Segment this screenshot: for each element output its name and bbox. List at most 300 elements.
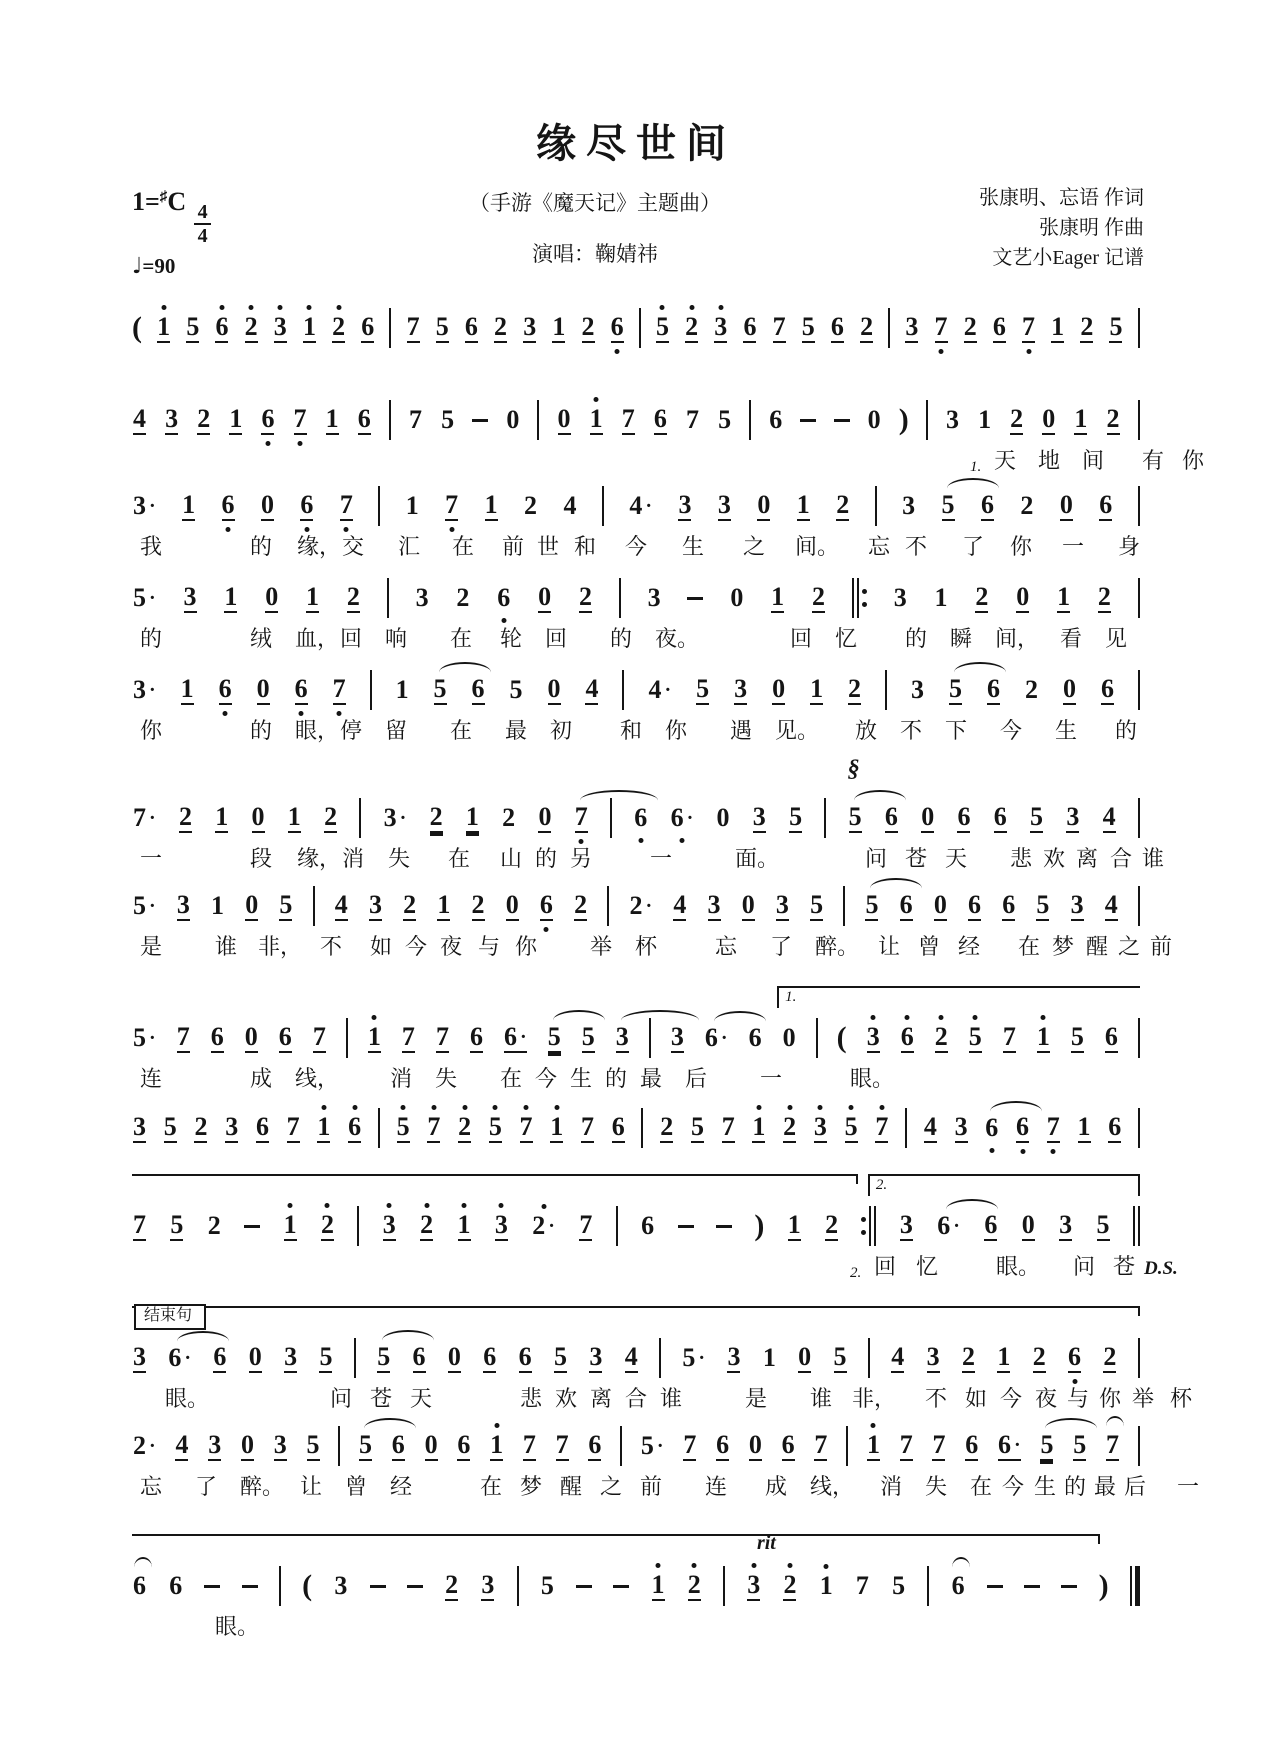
note [983, 1200, 998, 1253]
note-glyph [984, 1209, 998, 1241]
note-digit: 2 [1097, 581, 1111, 611]
note [244, 1012, 259, 1065]
meta-row [0, 169, 1272, 279]
lyric-syllable: 成 [250, 1066, 273, 1091]
note-digit: 2 [207, 1210, 221, 1240]
note-digit: 0 [244, 1021, 258, 1051]
barline [537, 400, 539, 440]
note [581, 1012, 596, 1065]
note-glyph [540, 1570, 554, 1600]
octave-dot-high [352, 1105, 357, 1110]
lyric-syllable: 你 [1182, 448, 1205, 473]
barline [885, 670, 887, 710]
note-glyph [183, 581, 197, 613]
note-digit: 5 [892, 1570, 906, 1600]
note [156, 302, 171, 355]
note-digit: 6 [497, 582, 511, 612]
page-title: 缘尽世间 [536, 122, 736, 166]
note [771, 664, 786, 717]
note [367, 1012, 382, 1065]
lyric-syllable: 放 [855, 718, 878, 743]
lyric-syllable: 今 [1000, 718, 1023, 743]
section-line [132, 1534, 1100, 1544]
note-digit: 6 [215, 311, 229, 341]
note [866, 1012, 881, 1065]
note-glyph [484, 489, 498, 521]
note-digit: 3 [926, 1341, 940, 1371]
note [847, 664, 862, 717]
lyrics-row [132, 718, 1140, 748]
note-digit: 5 [306, 1429, 320, 1459]
note [1073, 394, 1088, 447]
note [756, 480, 771, 533]
augmentation-dot: · [720, 1026, 728, 1049]
note-glyph [319, 1341, 333, 1373]
lyric-syllable: 生 [1055, 718, 1078, 743]
note-glyph [348, 1111, 362, 1143]
system-row [132, 1532, 1140, 1644]
note-glyph [1097, 581, 1111, 613]
note-digit: 5 [441, 404, 455, 434]
note-glyph [1070, 1021, 1084, 1053]
note-glyph [245, 889, 259, 921]
note-digit: 3 [273, 1429, 287, 1459]
lyric-syllable: 眼， [295, 718, 340, 743]
note-digit: 0 [798, 1341, 812, 1371]
lyric-syllable: 初 [550, 718, 573, 743]
note-digit: 2 [403, 889, 417, 919]
barline [1138, 886, 1140, 926]
barline [649, 1018, 651, 1058]
octave-dot-low [939, 349, 944, 354]
note-glyph [1024, 674, 1038, 704]
barline [1133, 1206, 1135, 1246]
note-digit: 6 [539, 889, 553, 919]
note [132, 1200, 147, 1253]
note-glyph [772, 673, 786, 705]
note-digit: 7 [932, 1429, 946, 1459]
barline [517, 1566, 519, 1606]
note-digit: 0 [782, 1022, 796, 1052]
lyric-syllable: 前 [1150, 934, 1173, 959]
note-glyph [957, 801, 971, 833]
lyric-syllable: 忘 [140, 1474, 163, 1499]
note [333, 1561, 348, 1612]
octave-dot-high [905, 1015, 910, 1020]
note-digit: 6 [1068, 1341, 1082, 1371]
note-glyph [634, 802, 648, 832]
note-glyph [524, 490, 538, 520]
note-digit: 0 [1059, 489, 1073, 519]
note-digit: 6 [348, 1111, 362, 1141]
duration-dash [800, 419, 816, 422]
note-glyph [361, 311, 375, 343]
note-glyph [346, 581, 360, 613]
lyric-syllable: 举 [1132, 1386, 1155, 1411]
barline [927, 1566, 929, 1606]
note [1067, 1332, 1082, 1385]
note [429, 792, 444, 845]
lyric-syllable: 眼。 [165, 1386, 210, 1411]
note-digit: 6 [743, 311, 757, 341]
lyric-syllable: 的 [535, 846, 558, 871]
note [395, 665, 410, 716]
note [677, 480, 692, 533]
note [768, 395, 783, 446]
note-glyph [683, 1429, 697, 1461]
lyrics-row [132, 1254, 1178, 1284]
note [376, 1332, 391, 1385]
notes-row [132, 1558, 1140, 1614]
note-glyph [814, 1429, 828, 1461]
note-digit: 4 [1102, 801, 1116, 831]
barline [843, 886, 845, 926]
note [910, 665, 925, 716]
note-digit: 0 [251, 801, 265, 831]
lyric-syllable: 眼。 [850, 1066, 895, 1091]
note [464, 302, 479, 355]
note-digit: 3 [678, 489, 692, 519]
note [273, 302, 288, 355]
note-digit: 1 [651, 1569, 665, 1599]
note [553, 1332, 568, 1385]
note [360, 302, 375, 355]
lyric-syllable: 间， [995, 626, 1040, 651]
note [848, 792, 863, 845]
barline [1138, 308, 1140, 348]
system-row [132, 300, 1140, 386]
note-glyph [497, 582, 511, 612]
note-glyph [215, 801, 229, 833]
barline [616, 1206, 618, 1246]
octave-dot-low [337, 711, 342, 716]
note [813, 1420, 828, 1473]
note [1070, 880, 1085, 933]
barline [1138, 578, 1140, 618]
note-digit: 5 [655, 311, 669, 341]
note-glyph [717, 489, 731, 521]
lyric-syllable: 失 [388, 846, 411, 871]
note-glyph [279, 889, 293, 921]
note-digit: 5 [133, 582, 146, 612]
octave-dot-high [278, 305, 283, 310]
note-digit: 5 [789, 801, 803, 831]
note-digit: 3 [176, 889, 190, 919]
note [405, 481, 420, 532]
barline [357, 1206, 359, 1246]
note-digit: 7 [1022, 311, 1035, 341]
note-glyph [502, 802, 516, 832]
note-glyph [1102, 801, 1116, 833]
octave-dot-high [541, 1204, 546, 1209]
barline [346, 1018, 348, 1058]
note [251, 792, 266, 845]
duration-dash [987, 1585, 1003, 1588]
note [221, 480, 236, 533]
octave-dot-high [939, 1015, 944, 1020]
note [505, 395, 520, 446]
note-glyph [306, 581, 320, 613]
note-digit: 6 [221, 489, 235, 519]
note-glyph [980, 489, 994, 521]
note-digit: 6 [653, 403, 667, 433]
note-glyph [648, 674, 672, 704]
note-digit: 6 [670, 802, 684, 832]
lyric-syllable: 前 [502, 534, 525, 559]
note [1100, 664, 1115, 717]
note-glyph [240, 1429, 254, 1461]
octave-dot-high [594, 397, 599, 402]
lyric-syllable: 如 [965, 1386, 988, 1411]
lyric-syllable: 谁 [215, 934, 238, 959]
note-digit: 5 [1109, 311, 1123, 341]
note-glyph [860, 311, 874, 343]
note-glyph [682, 1342, 706, 1372]
barline [346, 1018, 348, 1058]
lyric-syllable: 之 [1118, 934, 1141, 959]
note-digit: 0 [1042, 403, 1056, 433]
note-glyph [396, 1111, 410, 1143]
note [670, 1012, 685, 1065]
note-glyph [743, 311, 757, 343]
note [1062, 664, 1077, 717]
note-digit: 7 [574, 801, 588, 831]
note-digit: 5 [640, 1430, 654, 1460]
note-digit: 4 [563, 490, 577, 520]
note-digit: 5 [170, 1209, 184, 1239]
barline [610, 798, 612, 838]
note-glyph [945, 404, 959, 434]
note-glyph [899, 889, 913, 921]
note-glyph [255, 1111, 269, 1143]
lyric-syllable: 瞬 [950, 626, 973, 651]
note [382, 1200, 397, 1253]
note-digit: 6 [133, 1570, 146, 1600]
note [633, 793, 648, 844]
barline [1138, 1018, 1140, 1058]
lyric-syllable: 欢 [555, 1386, 578, 1411]
volta-bracket [868, 1174, 1140, 1196]
slur-arc [870, 878, 922, 891]
note-digit: 0 [240, 1429, 254, 1459]
note-digit: 1 [302, 311, 316, 341]
lyric-syllable: 的 [1115, 718, 1138, 743]
note-digit: 6 [457, 1429, 471, 1459]
note-digit: 1 [1057, 581, 1071, 611]
note-glyph [334, 889, 348, 921]
note [168, 1561, 183, 1612]
barline [641, 1108, 643, 1148]
note-digit: 4 [133, 403, 146, 433]
lyric-syllable: 了 [770, 934, 793, 959]
note-digit: 6 [294, 673, 308, 703]
note [214, 302, 229, 355]
note-glyph [261, 403, 275, 435]
note-digit: 0 [748, 1429, 762, 1459]
barline [723, 1566, 725, 1606]
note [934, 302, 949, 355]
note-glyph [752, 801, 766, 833]
note [715, 1420, 730, 1473]
note-glyph [391, 1429, 405, 1461]
note [628, 881, 653, 932]
octave-dot-high [692, 1563, 697, 1568]
note-digit: 7 [408, 404, 422, 434]
barline [517, 1566, 519, 1606]
augmentation-dot: · [656, 1434, 664, 1457]
lyric-syllable: 身 [1118, 534, 1141, 559]
lyric-syllable: 你 [1010, 534, 1033, 559]
note [968, 1012, 983, 1065]
note-glyph [589, 1341, 603, 1373]
note [900, 1012, 915, 1065]
note [997, 1420, 1022, 1473]
lyric-syllable: 夜 [1035, 1386, 1058, 1411]
note [874, 1102, 889, 1155]
note [278, 1012, 293, 1065]
note-glyph [538, 801, 552, 833]
note-glyph [367, 1021, 381, 1053]
note-glyph [1068, 1341, 1082, 1373]
barline [619, 578, 621, 618]
barline [888, 308, 890, 348]
note-digit: 1 [484, 489, 498, 519]
note-glyph [985, 1112, 999, 1142]
note [484, 480, 499, 533]
note-glyph [660, 1111, 674, 1143]
lyric-syllable: 梦 [1052, 934, 1075, 959]
lyric-syllable: 地 [1038, 448, 1061, 473]
note [824, 1200, 839, 1253]
note-glyph [287, 801, 301, 833]
note [316, 1102, 331, 1155]
note-glyph [284, 1341, 298, 1373]
note [770, 572, 785, 625]
note [457, 1102, 472, 1155]
note-glyph [621, 403, 635, 435]
note-digit: 2 [783, 1569, 797, 1599]
lyric-syllable: 曾 [345, 1474, 368, 1499]
note-glyph [1051, 311, 1065, 343]
note [287, 792, 302, 845]
note-digit: 6 [471, 673, 485, 703]
note [240, 1420, 255, 1473]
score-mark [857, 578, 859, 618]
barline [1138, 1108, 1140, 1148]
note-glyph [978, 404, 992, 434]
octave-dot-low [226, 527, 231, 532]
note [1070, 1012, 1085, 1065]
note-glyph [892, 1570, 906, 1600]
note [169, 1200, 184, 1253]
note-digit: 1 [752, 1111, 766, 1141]
octave-dot-high [824, 1564, 829, 1569]
note-glyph [1057, 581, 1071, 613]
lyric-syllable: 后 [685, 1066, 708, 1091]
barline [1138, 670, 1140, 710]
note [588, 1332, 603, 1385]
note-glyph [244, 311, 258, 343]
note-digit: 4 [1104, 889, 1118, 919]
note-digit: 6 [884, 801, 898, 831]
barline [905, 1108, 907, 1148]
lyric-syllable: 离 [1076, 846, 1099, 871]
barline [1138, 486, 1140, 526]
barline [843, 886, 845, 926]
note [325, 394, 340, 447]
lyric-syllable: 一 [1062, 534, 1085, 559]
note-glyph [579, 1209, 593, 1241]
note-glyph [481, 1569, 495, 1601]
note [1102, 1332, 1117, 1385]
note-digit: 3 [273, 311, 287, 341]
octave-dot-low [344, 527, 349, 532]
note-glyph [748, 1022, 762, 1052]
barline [620, 1426, 622, 1466]
barline [639, 308, 641, 348]
note-glyph [810, 889, 824, 921]
note [444, 1560, 459, 1613]
lyric-syllable: 的 [905, 626, 928, 651]
note-glyph [194, 1111, 208, 1143]
barline [926, 400, 928, 440]
duration-dash [716, 1225, 732, 1228]
note-glyph [522, 1429, 536, 1461]
note-glyph [727, 1341, 741, 1373]
note-glyph [589, 403, 603, 435]
note-digit: 0 [506, 404, 520, 434]
octave-dot-low [304, 527, 309, 532]
octave-dot-low [1020, 1149, 1025, 1154]
octave-dot-high [660, 305, 665, 310]
note-digit: 0 [921, 801, 935, 831]
lyric-syllable: 不 [900, 718, 923, 743]
note-digit: 1 [405, 490, 419, 520]
notes-row [132, 1330, 1140, 1386]
lyric-syllable: 间 [1082, 448, 1105, 473]
note [797, 1332, 812, 1385]
note [557, 394, 572, 447]
note-glyph [180, 673, 194, 705]
note-glyph [951, 1570, 965, 1600]
score-mark [869, 1206, 871, 1246]
note-glyph [1077, 1111, 1091, 1143]
note [494, 1200, 509, 1253]
note-glyph [629, 490, 653, 520]
note-glyph [1100, 673, 1114, 705]
note [406, 302, 421, 355]
note [980, 480, 995, 533]
barline [926, 400, 928, 440]
score-mark [862, 589, 867, 594]
note-digit: 5 [319, 1341, 333, 1371]
note-glyph [690, 1111, 704, 1143]
note-glyph [229, 403, 243, 435]
note-glyph [848, 801, 862, 833]
lyric-syllable: 在 [450, 718, 473, 743]
octave-dot-high [462, 1203, 467, 1208]
lyric-syllable: 另 [570, 846, 593, 871]
note [339, 480, 354, 533]
octave-dot-high [689, 305, 694, 310]
note-glyph [1002, 889, 1016, 921]
note-digit: 3 [133, 1341, 146, 1371]
note-digit: 0 [424, 1429, 438, 1459]
note-glyph [334, 1570, 348, 1600]
note-digit: 1 [224, 581, 238, 611]
parenthesis: ( [302, 1569, 313, 1602]
score [132, 300, 1205, 1644]
